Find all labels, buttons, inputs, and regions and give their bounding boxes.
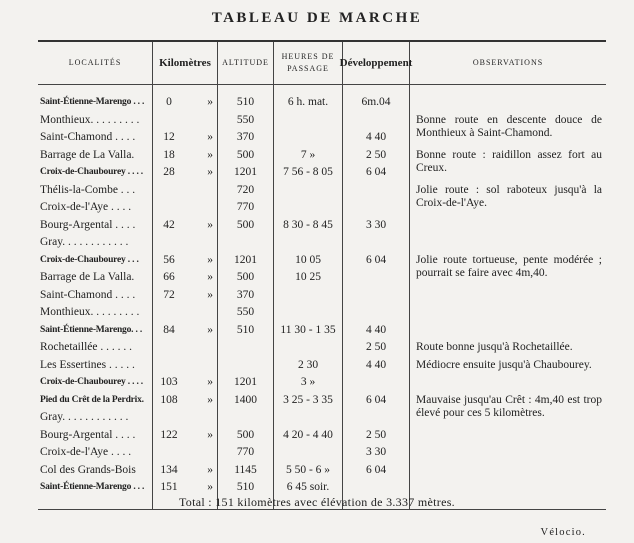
hours-cell: [274, 129, 342, 147]
development-cell: 3 30: [365, 446, 387, 458]
hours-cell: [274, 287, 342, 305]
kilometre-ditto: »: [207, 481, 213, 493]
locality-cell: Les Essertines . . . . .: [40, 358, 135, 371]
development-cell: [343, 409, 409, 427]
hours-cell: [274, 112, 342, 130]
locality-cell: Gray. . . . . . . . . . . .: [40, 236, 129, 248]
hours-cell: 5 50 - 6 »: [285, 463, 331, 476]
kilometre-ditto: »: [207, 428, 213, 441]
kilometre-cell: [153, 112, 217, 130]
header-heures: HEURES DE PASSAGE: [274, 42, 343, 84]
locality-cell: Croix-de-Chaubourey . . . .: [40, 167, 143, 177]
kilometre-value: 122: [160, 428, 178, 441]
hours-cell: [274, 182, 342, 200]
hours-cell: [274, 234, 342, 252]
locality-cell: Monthieux. . . . . . . . .: [40, 306, 140, 318]
altitude-cell: 370: [236, 131, 255, 143]
kilometre-value: 134: [160, 463, 178, 476]
locality-cell: Saint-Chamond . . . .: [40, 288, 136, 301]
development-cell: 6 04: [365, 463, 387, 476]
kilometre-cell: [153, 462, 217, 480]
kilometre-cell: [153, 129, 217, 147]
kilometre-value: 18: [163, 148, 175, 161]
header-observations: OBSERVATIONS: [472, 58, 544, 67]
column-altitude: [218, 85, 274, 509]
kilometre-value: 84: [163, 323, 175, 336]
kilometre-ditto: [185, 409, 213, 427]
kilometre-ditto: [185, 112, 213, 130]
kilometre-value: [153, 444, 185, 462]
hours-cell: 10 25: [295, 271, 321, 283]
altitude-cell: 500: [236, 148, 255, 161]
altitude-cell: 1145: [234, 463, 257, 476]
development-cell: [343, 287, 409, 305]
kilometre-cell: [153, 322, 217, 340]
kilometre-cell: [153, 199, 217, 217]
kilometre-ditto: [185, 199, 213, 217]
kilometre-ditto: [185, 339, 213, 357]
development-cell: 2 50: [365, 428, 387, 441]
altitude-cell: 1201: [234, 253, 257, 266]
kilometre-ditto: »: [207, 271, 213, 283]
hours-cell: 3 »: [300, 376, 316, 388]
hours-cell: 8 30 - 8 45: [283, 218, 333, 231]
kilometre-cell: [153, 164, 217, 182]
locality-cell: Gray. . . . . . . . . . . .: [40, 411, 129, 423]
author-signature: Vélocio.: [540, 527, 586, 538]
column-kilometres: [153, 85, 218, 509]
kilometre-value: 28: [163, 166, 175, 178]
kilometre-ditto: »: [207, 463, 213, 476]
development-cell: [343, 234, 409, 252]
kilometre-cell: [153, 234, 217, 252]
hours-cell: [274, 304, 342, 322]
kilometre-ditto: [185, 444, 213, 462]
development-cell: [343, 269, 409, 287]
development-cell: 6 04: [365, 166, 387, 178]
kilometre-value: 151: [160, 481, 178, 493]
kilometre-ditto: »: [207, 96, 213, 108]
marching-table: [38, 40, 606, 510]
kilometre-ditto: »: [207, 253, 213, 266]
locality-cell: Saint-Étienne-Marengo. . .: [40, 324, 143, 335]
altitude-cell: 500: [236, 428, 255, 441]
kilometre-cell: [153, 287, 217, 305]
kilometre-value: [153, 409, 185, 427]
observation-note: Jolie route tortueuse, pente modérée ; pourrait se faire avec 4m,40.: [416, 253, 602, 279]
hours-cell: [274, 199, 342, 217]
development-cell: [343, 182, 409, 200]
kilometre-ditto: [185, 304, 213, 322]
kilometre-value: [153, 112, 185, 130]
kilometre-value: 72: [163, 288, 175, 301]
altitude-cell: 550: [236, 306, 255, 318]
kilometre-cell: [153, 374, 217, 392]
altitude-cell: [218, 409, 273, 427]
hours-cell: 6 h. mat.: [287, 96, 329, 108]
kilometre-value: [153, 357, 185, 375]
kilometre-cell: [153, 252, 217, 270]
development-cell: 6m.04: [361, 96, 391, 108]
header-localites: LOCALITÉS: [38, 42, 153, 84]
locality-cell: Saint-Étienne-Marengo . . .: [40, 97, 145, 107]
kilometre-cell: [153, 339, 217, 357]
hours-cell: 6 45 soir.: [286, 481, 330, 493]
development-cell: [343, 112, 409, 130]
kilometre-cell: [153, 94, 217, 112]
altitude-cell: 510: [236, 481, 255, 493]
altitude-cell: [218, 234, 273, 252]
locality-cell: Thélis-la-Combe . . .: [40, 183, 136, 196]
development-cell: 4 40: [365, 131, 387, 143]
development-cell: 2 50: [365, 341, 387, 353]
kilometre-ditto: »: [207, 376, 213, 388]
altitude-cell: 550: [236, 113, 255, 126]
locality-cell: Barrage de La Valla.: [40, 148, 135, 161]
kilometre-ditto: »: [207, 148, 213, 161]
altitude-cell: 510: [236, 323, 255, 336]
kilometre-value: 0: [166, 96, 172, 108]
kilometre-value: [153, 199, 185, 217]
altitude-cell: 370: [236, 288, 255, 301]
page-title: TABLEAU DE MARCHE: [211, 10, 423, 26]
altitude-cell: 720: [236, 183, 255, 196]
table-header: [38, 42, 606, 85]
altitude-cell: 510: [236, 96, 255, 108]
kilometre-cell: [153, 182, 217, 200]
kilometre-ditto: [185, 357, 213, 375]
kilometre-cell: [153, 444, 217, 462]
development-cell: 6 04: [365, 253, 387, 266]
locality-cell: Bourg-Argental . . . .: [40, 218, 136, 231]
locality-cell: Rochetaillée . . . . . .: [40, 341, 132, 353]
hours-cell: 2 30: [297, 358, 319, 371]
development-cell: 6 04: [365, 393, 387, 406]
locality-cell: Saint-Chamond . . . .: [40, 131, 136, 143]
locality-cell: Col des Grands-Bois: [40, 463, 136, 476]
altitude-cell: 1201: [234, 376, 257, 388]
hours-cell: 11 30 - 1 35: [280, 323, 336, 336]
kilometre-ditto: »: [207, 323, 213, 336]
kilometre-cell: [153, 217, 217, 235]
development-cell: [343, 199, 409, 217]
kilometre-ditto: [185, 234, 213, 252]
kilometre-cell: [153, 357, 217, 375]
hours-cell: 4 20 - 4 40: [283, 428, 333, 441]
locality-cell: Croix-de-l'Aye . . . .: [40, 201, 132, 213]
kilometre-cell: [153, 392, 217, 410]
hours-cell: 10 05: [295, 253, 321, 266]
locality-cell: Saint-Étienne-Marengo . . .: [40, 482, 145, 492]
kilometre-value: [153, 234, 185, 252]
locality-cell: Croix-de-Chaubourey . . .: [40, 254, 139, 265]
kilometre-value: 66: [163, 271, 175, 283]
altitude-cell: 1201: [234, 166, 257, 178]
altitude-cell: 770: [236, 446, 255, 458]
observation-note: Bonne route : raidillon assez fort au Creux.: [416, 148, 602, 174]
kilometre-cell: [153, 427, 217, 445]
table-body: [38, 85, 606, 509]
altitude-cell: 500: [236, 271, 255, 283]
altitude-cell: [218, 339, 273, 357]
observation-note: Route bonne jusqu'à Rochetaillée.: [416, 341, 573, 353]
locality-cell: Croix-de-l'Aye . . . .: [40, 446, 132, 458]
hours-cell: [274, 339, 342, 357]
kilometre-value: 12: [163, 131, 175, 143]
hours-cell: 7 »: [300, 148, 316, 161]
observation-note: Bonne route en descente douce de Monthieux à Saint-Chamond.: [416, 113, 602, 139]
kilometre-ditto: »: [207, 131, 213, 143]
kilometre-ditto: [185, 182, 213, 200]
hours-cell: [274, 444, 342, 462]
kilometre-value: [153, 304, 185, 322]
altitude-cell: 500: [236, 218, 255, 231]
development-cell: [343, 304, 409, 322]
development-cell: 4 40: [365, 323, 387, 336]
hours-cell: 3 25 - 3 35: [283, 393, 333, 406]
altitude-cell: 1400: [234, 393, 257, 406]
kilometre-ditto: »: [207, 166, 213, 178]
column-heures: [274, 85, 343, 509]
kilometre-value: 103: [160, 376, 178, 388]
locality-cell: Bourg-Argental . . . .: [40, 428, 136, 441]
kilometre-ditto: »: [207, 393, 213, 406]
column-developpement: [343, 85, 410, 509]
total-summary: Total : 151 kilomètres avec élévation de 3.337 mètres.: [179, 495, 455, 509]
kilometre-value: 108: [160, 393, 178, 406]
kilometre-ditto: »: [207, 218, 213, 231]
locality-cell: Pied du Crêt de la Perdrix.: [40, 394, 144, 405]
kilometre-cell: [153, 269, 217, 287]
header-kilometres: Kilomètres: [153, 42, 218, 84]
observation-note: Mauvaise jusqu'au Crêt : 4m,40 est trop élevé pour ces 5 kilomètres.: [416, 393, 602, 419]
locality-cell: Monthieux. . . . . . . . .: [40, 113, 140, 126]
locality-cell: Barrage de La Valla.: [40, 271, 135, 283]
hours-cell: [274, 409, 342, 427]
locality-cell: Croix-de-Chaubourey . . . .: [40, 377, 143, 387]
hours-cell: 7 56 - 8 05: [283, 166, 333, 178]
observation-note: Médiocre ensuite jusqu'à Chaubourey.: [416, 358, 592, 371]
observation-note: Jolie route : sol raboteux jusqu'à la Croix-de-l'Aye.: [416, 183, 602, 209]
column-localites: [38, 85, 153, 509]
kilometre-value: 42: [163, 218, 175, 231]
kilometre-value: 56: [163, 253, 175, 266]
kilometre-cell: [153, 479, 217, 497]
header-developpement: Développement: [343, 42, 410, 84]
kilometre-value: [153, 182, 185, 200]
development-cell: 2 50: [365, 148, 387, 161]
column-observations: [410, 85, 606, 509]
header-altitude: ALTITUDE: [218, 42, 274, 84]
development-cell: [343, 374, 409, 392]
kilometre-cell: [153, 147, 217, 165]
kilometre-value: [153, 339, 185, 357]
kilometre-cell: [153, 409, 217, 427]
altitude-cell: [218, 357, 273, 375]
altitude-cell: 770: [236, 201, 255, 213]
kilometre-ditto: »: [207, 288, 213, 301]
development-cell: 4 40: [365, 358, 387, 371]
development-cell: 3 30: [365, 218, 387, 231]
kilometre-cell: [153, 304, 217, 322]
development-cell: [343, 479, 409, 497]
